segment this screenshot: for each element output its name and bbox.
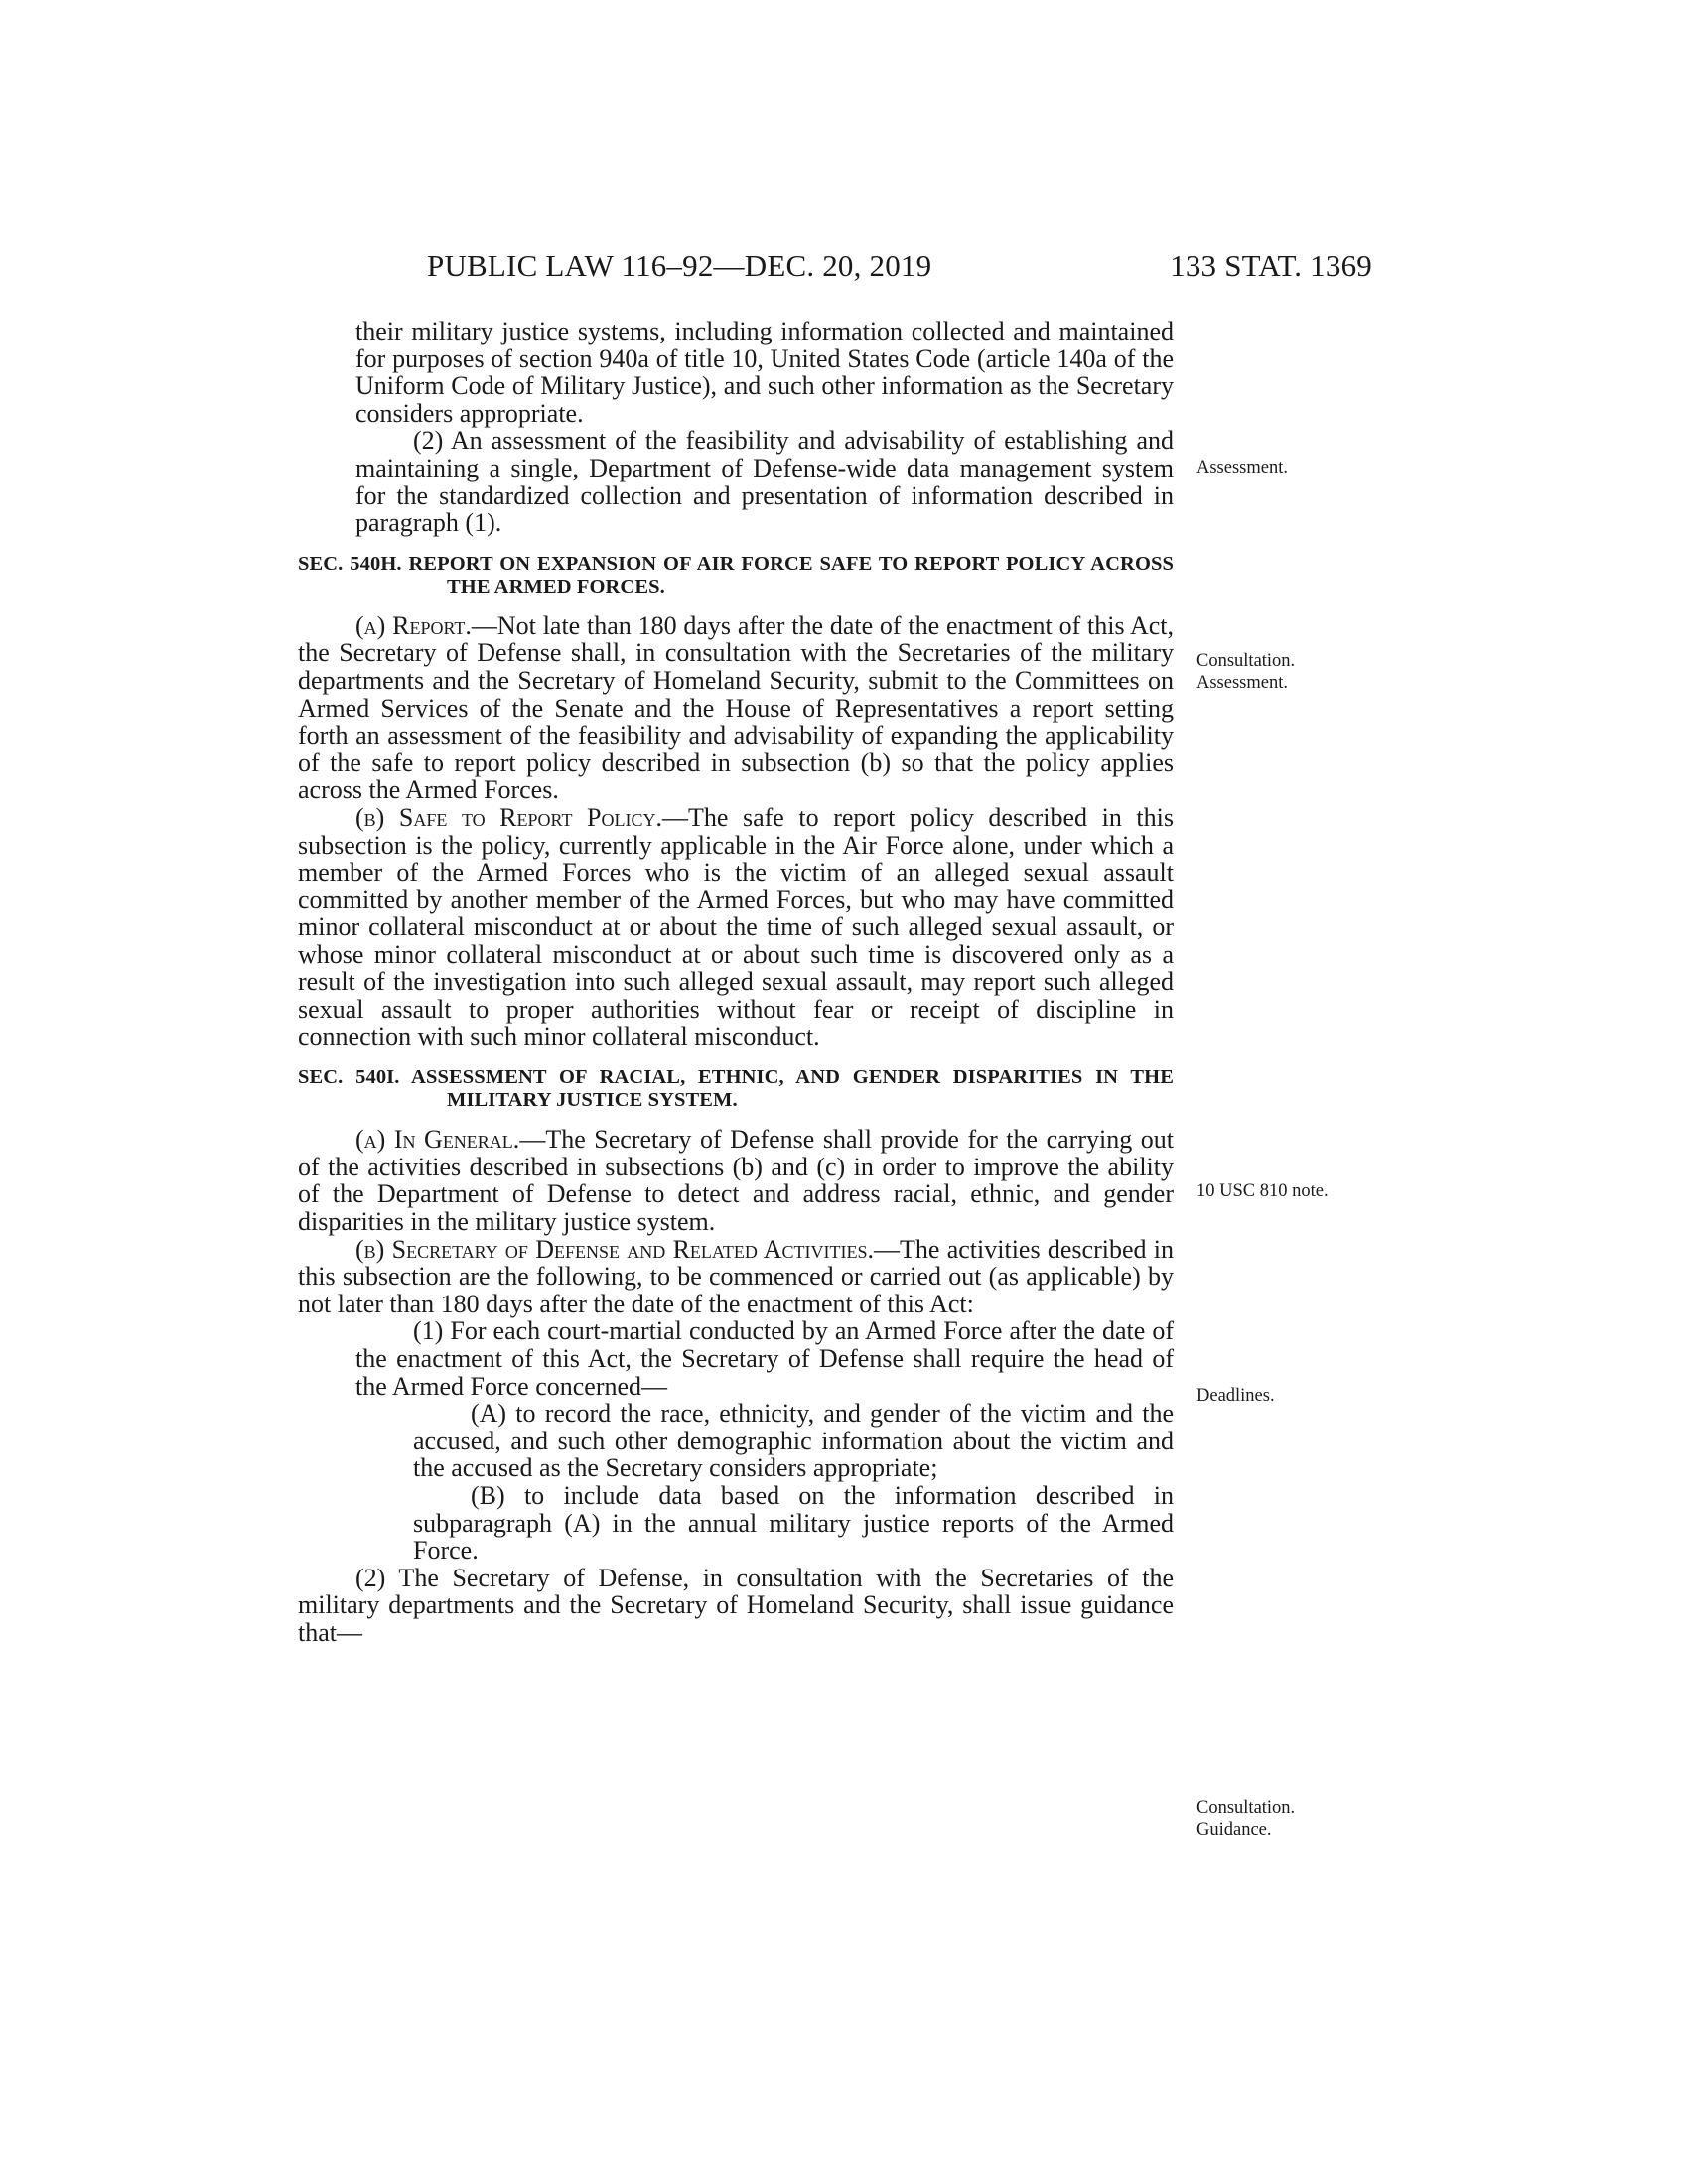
subparagraph-b1-A: (A) to record the race, ethnicity, and gender of the victim and the accused, and such other demographic information about the victim and the accused as the Secretary considers appropriate; xyxy=(413,1399,1174,1483)
subsection-b-text: —The activities described in this subsection are the following, to be commenced or carried out (as applicable) by not later than 180 days after the date of the enactment of this Act: xyxy=(298,1234,1174,1318)
subsection-a-label: (a) Report. xyxy=(355,611,472,640)
margin-note-guidance: Guidance. xyxy=(1196,1820,1272,1840)
paragraph-2: (2) An assessment of the feasibility and advisability of establishing and maintaining a single, Department of Defense-wide data management system for the standardized collection and presentation of information described in paragraph (1). xyxy=(355,426,1174,538)
subsection-b-label: (b) Secretary of Defense and Related Activities. xyxy=(355,1234,875,1264)
subsection-a-text: —Not late than 180 days after the date of the enactment of this Act, the Secretary of Defense shall, in consultation with the Secretaries of the military departments and the Secretary of Homeland Security, submit to the Committees on Armed Services of the Senate and the House of Representatives a report setting forth an assessment of the feasibility and advisability of expanding the applicability of the safe to report policy described in subsection (b) so that the policy applies across the Armed Forces. xyxy=(298,611,1174,805)
margin-note-deadlines: Deadlines. xyxy=(1196,1386,1275,1406)
section-540i-subsection-a xyxy=(298,1126,1174,1235)
continued-paragraph: their military justice systems, including information collected and maintained for purposes of section 940a of title 10, United States Code (article 140a of the Uniform Code of Military Justice), and such other information as the Secretary considers appropriate. xyxy=(355,317,1174,428)
paragraph-b1: (1) For each court-martial conducted by an Armed Force after the date of the enactment of this Act, the Secretary of Defense shall require the head of the Armed Force concerned— xyxy=(355,1316,1174,1401)
section-540i-heading: SEC. 540I. ASSESSMENT OF RACIAL, ETHNIC, AND GENDER DISPARITIES IN THE MILITARY JUSTICE SYSTEM. xyxy=(298,1066,1174,1112)
paragraph-b2: (2) The Secretary of Defense, in consultation with the Secretaries of the military departments and the Secretary of Homeland Security, shall issue guidance that— xyxy=(298,1563,1174,1647)
margin-note-consultation-2: Consultation. xyxy=(1196,1798,1296,1818)
margin-note-assessment-2: Assessment. xyxy=(1196,673,1288,693)
subsection-b-text: —The safe to report policy described in this subsection is the policy, currently applicable in the Air Force alone, under which a member of the Armed Forces who is the victim of an alleged sexual assault committed by another member of the Armed Forces, but who may have committed minor collateral misconduct at or about the time of such alleged sexual assault, or whose minor collateral misconduct at or about such time is discovered only as a result of the investigation into such alleged sexual assault, may report such alleged sexual assault to proper authorities without fear or receipt of discipline in connection with such minor collateral misconduct. xyxy=(298,802,1174,1051)
section-540i-subsection-b xyxy=(298,1236,1174,1318)
page-number: 133 STAT. 1369 xyxy=(1170,248,1372,283)
margin-note-usc-citation: 10 USC 810 note. xyxy=(1196,1181,1329,1201)
section-540h-heading: SEC. 540H. REPORT ON EXPANSION OF AIR FORCE SAFE TO REPORT POLICY ACROSS THE ARMED FORCES. xyxy=(298,552,1174,598)
margin-note-assessment: Assessment. xyxy=(1196,458,1288,478)
margin-note-consultation: Consultation. xyxy=(1196,651,1296,671)
subparagraph-b1-B: (B) to include data based on the information described in subparagraph (A) in the annual military justice reports of the Armed Force. xyxy=(413,1480,1174,1566)
running-head-title: PUBLIC LAW 116–92—DEC. 20, 2019 xyxy=(427,248,932,283)
section-540h-subsection-b xyxy=(298,804,1174,1050)
subsection-a-text: —The Secretary of Defense shall provide for the carrying out of the activities described in subsections (b) and (c) in order to improve the ability of the Department of Defense to detect and address racial, ethnic, and gender disparities in the military justice system. xyxy=(298,1125,1174,1237)
subsection-b-label: (b) Safe to Report Policy. xyxy=(355,802,662,832)
document-body xyxy=(298,318,1174,1647)
section-540h-subsection-a xyxy=(298,613,1174,804)
subsection-a-label: (a) In General. xyxy=(355,1125,520,1155)
page-header xyxy=(0,248,1688,288)
